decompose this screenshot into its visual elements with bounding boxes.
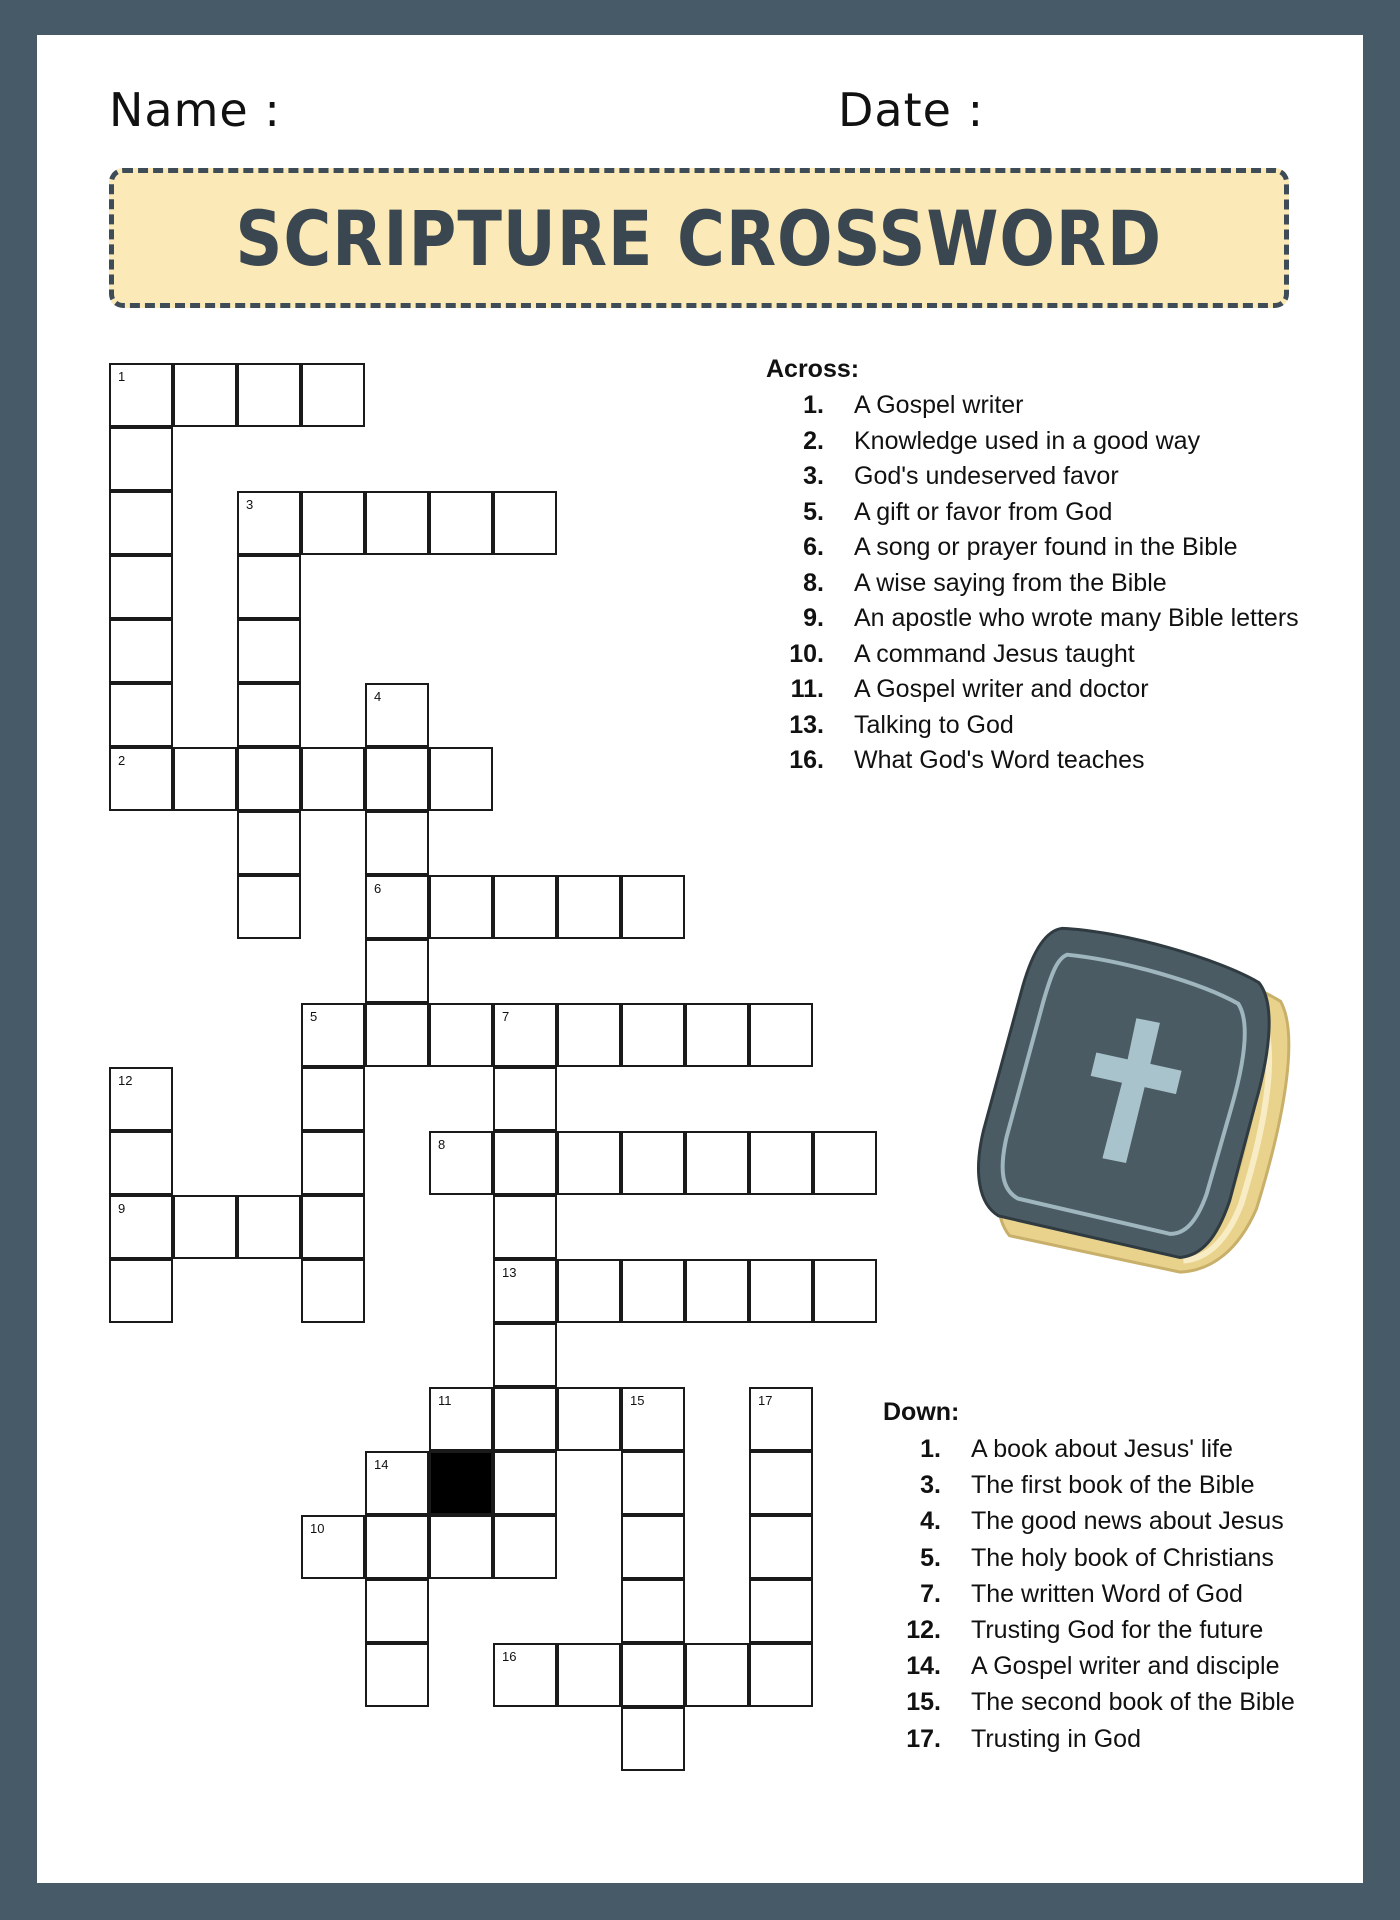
crossword-cell[interactable] — [109, 1259, 173, 1323]
cell-number: 17 — [758, 1393, 773, 1408]
crossword-cell[interactable] — [621, 1643, 685, 1707]
crossword-cell[interactable] — [493, 1387, 557, 1451]
clue-text: The good news about Jesus — [971, 1507, 1284, 1536]
crossword-cell[interactable] — [749, 1579, 813, 1643]
crossword-cell[interactable] — [621, 1707, 685, 1771]
crossword-cell[interactable] — [109, 1195, 173, 1259]
crossword-cell[interactable] — [365, 683, 429, 747]
crossword-cell[interactable] — [813, 1131, 877, 1195]
clue-number: 7. — [920, 1579, 941, 1608]
clue-text: The holy book of Christians — [971, 1543, 1274, 1572]
crossword-cell[interactable] — [557, 1259, 621, 1323]
crossword-cell[interactable] — [621, 1003, 685, 1067]
worksheet — [37, 35, 1363, 1883]
clue-row — [766, 424, 1299, 460]
crossword-cell[interactable] — [109, 683, 173, 747]
crossword-cell[interactable] — [557, 1003, 621, 1067]
crossword-cell[interactable] — [429, 875, 493, 939]
across-clues — [766, 355, 1299, 779]
crossword-cell[interactable] — [621, 1451, 685, 1515]
clue-row — [766, 743, 1299, 779]
clue-text: The first book of the Bible — [971, 1471, 1255, 1500]
crossword-cell[interactable] — [237, 555, 301, 619]
clue-number: 6. — [803, 533, 824, 561]
crossword-cell[interactable] — [493, 1451, 557, 1515]
crossword-cell[interactable] — [301, 747, 365, 811]
down-clues — [883, 1398, 1295, 1757]
crossword-cell[interactable] — [493, 1067, 557, 1131]
crossword-cell[interactable] — [301, 1195, 365, 1259]
clue-number: 4. — [920, 1507, 941, 1536]
crossword-cell[interactable] — [493, 1323, 557, 1387]
crossword-cell[interactable] — [429, 491, 493, 555]
cell-number: 1 — [118, 369, 126, 384]
crossword-cell[interactable] — [493, 491, 557, 555]
clue-text: A song or prayer found in the Bible — [854, 533, 1238, 561]
crossword-cell[interactable] — [493, 1003, 557, 1067]
crossword-cell[interactable] — [237, 491, 301, 555]
crossword-cell[interactable] — [365, 811, 429, 875]
crossword-cell[interactable] — [301, 491, 365, 555]
clue-text: A Gospel writer and disciple — [971, 1652, 1280, 1681]
crossword-cell[interactable] — [365, 875, 429, 939]
clue-row — [883, 1684, 1295, 1720]
clue-number: 17. — [906, 1724, 941, 1753]
crossword-cell[interactable] — [173, 363, 237, 427]
clue-text: The second book of the Bible — [971, 1688, 1295, 1717]
crossword-cell[interactable] — [749, 1515, 813, 1579]
clue-text: A wise saying from the Bible — [854, 568, 1167, 597]
clue-number: 1. — [920, 1435, 941, 1463]
clue-text: A Gospel writer and doctor — [854, 675, 1149, 703]
crossword-cell[interactable] — [429, 747, 493, 811]
cell-number: 6 — [374, 881, 382, 896]
crossword-cell[interactable] — [429, 1131, 493, 1195]
crossword-cell[interactable] — [109, 555, 173, 619]
page-title: SCRIPTURE CROSSWORD — [235, 193, 1163, 283]
crossword-cell[interactable] — [109, 1131, 173, 1195]
clue-text: God's undeserved favor — [854, 462, 1119, 490]
cell-number: 5 — [310, 1009, 318, 1024]
crossword-cell[interactable] — [301, 1515, 365, 1579]
clue-text: Trusting God for the future — [971, 1615, 1264, 1644]
clue-number: 2. — [803, 426, 824, 455]
clue-number: 1. — [803, 391, 824, 419]
clue-row — [883, 1648, 1295, 1684]
clue-row — [883, 1467, 1295, 1503]
clue-number: 10. — [789, 639, 824, 668]
cell-number: 13 — [502, 1265, 517, 1280]
crossword-cell[interactable] — [301, 1131, 365, 1195]
crossword-cell[interactable] — [173, 1195, 237, 1259]
clue-row — [766, 601, 1299, 637]
crossword-cell[interactable] — [749, 1387, 813, 1451]
clue-text: The written Word of God — [971, 1579, 1243, 1608]
clue-number: 13. — [789, 710, 824, 739]
cell-number: 14 — [374, 1457, 389, 1472]
crossword-cell[interactable] — [237, 1195, 301, 1259]
cell-number: 9 — [118, 1201, 126, 1216]
clue-number: 15. — [906, 1688, 941, 1717]
crossword-cell[interactable] — [109, 427, 173, 491]
crossword-cell[interactable] — [621, 875, 685, 939]
crossword-cell[interactable] — [365, 1003, 429, 1067]
crossword-cell[interactable] — [365, 491, 429, 555]
crossword-cell[interactable] — [237, 683, 301, 747]
clue-row — [766, 672, 1299, 708]
crossword-cell[interactable] — [301, 363, 365, 427]
crossword-cell[interactable] — [173, 747, 237, 811]
down-heading: Down: — [883, 1398, 960, 1426]
crossword-cell[interactable] — [493, 1643, 557, 1707]
crossword-cell[interactable] — [429, 1515, 493, 1579]
name-label: Name : — [109, 83, 281, 137]
crossword-cell[interactable] — [621, 1579, 685, 1643]
crossword-cell[interactable] — [749, 1131, 813, 1195]
crossword-cell[interactable] — [493, 1195, 557, 1259]
crossword-cell[interactable] — [685, 1131, 749, 1195]
black-cell — [429, 1451, 493, 1515]
clue-text: A command Jesus taught — [854, 639, 1135, 668]
clue-text: What God's Word teaches — [854, 746, 1145, 774]
clue-row — [766, 459, 1299, 495]
crossword-cell[interactable] — [237, 747, 301, 811]
clue-text: An apostle who wrote many Bible letters — [854, 604, 1299, 632]
crossword-cell[interactable] — [301, 1003, 365, 1067]
clue-text: A book about Jesus' life — [971, 1435, 1233, 1463]
crossword-cell[interactable] — [237, 875, 301, 939]
clue-row — [766, 388, 1299, 424]
cell-number: 11 — [438, 1393, 452, 1408]
crossword-cell[interactable] — [237, 363, 301, 427]
crossword-cell[interactable] — [749, 1003, 813, 1067]
crossword-cell[interactable] — [365, 939, 429, 1003]
crossword-cell[interactable] — [237, 811, 301, 875]
clue-number: 16. — [789, 746, 824, 774]
crossword-cell[interactable] — [621, 1259, 685, 1323]
crossword-cell[interactable] — [685, 1259, 749, 1323]
clue-number: 8. — [803, 568, 824, 597]
clue-text: Trusting in God — [971, 1724, 1141, 1753]
cell-number: 15 — [630, 1393, 645, 1408]
date-label: Date : — [838, 83, 985, 137]
clue-text: Knowledge used in a good way — [854, 426, 1201, 455]
title-banner — [109, 168, 1289, 308]
crossword-cell[interactable] — [749, 1451, 813, 1515]
cell-number: 10 — [310, 1521, 325, 1536]
clue-text: A gift or favor from God — [854, 497, 1113, 526]
crossword-cell[interactable] — [301, 1067, 365, 1131]
crossword-cell[interactable] — [557, 875, 621, 939]
clue-row — [883, 1540, 1295, 1576]
crossword-cell[interactable] — [813, 1259, 877, 1323]
clue-row — [883, 1431, 1295, 1467]
clue-number: 14. — [906, 1652, 941, 1681]
clue-row — [766, 637, 1299, 673]
clue-row — [766, 566, 1299, 602]
crossword-cell[interactable] — [493, 875, 557, 939]
crossword-cell[interactable] — [621, 1515, 685, 1579]
clue-row — [883, 1503, 1295, 1539]
cell-number: 16 — [502, 1649, 517, 1664]
crossword-cell[interactable] — [109, 1067, 173, 1131]
crossword-cell[interactable] — [429, 1003, 493, 1067]
crossword-cell[interactable] — [109, 619, 173, 683]
crossword-cell[interactable] — [493, 1259, 557, 1323]
crossword-cell[interactable] — [685, 1003, 749, 1067]
clue-number: 3. — [920, 1471, 941, 1500]
clue-row — [766, 495, 1299, 531]
crossword-cell[interactable] — [493, 1515, 557, 1579]
crossword-cell[interactable] — [109, 747, 173, 811]
clue-row — [883, 1612, 1295, 1648]
clue-row — [766, 530, 1299, 566]
crossword-cell[interactable] — [365, 1451, 429, 1515]
crossword-cell[interactable] — [493, 1131, 557, 1195]
clue-text: A Gospel writer — [854, 391, 1024, 419]
crossword-cell[interactable] — [429, 1387, 493, 1451]
cell-number: 2 — [118, 753, 126, 768]
crossword-cell[interactable] — [365, 1579, 429, 1643]
cell-number: 8 — [438, 1137, 446, 1152]
clue-row — [883, 1721, 1295, 1757]
clue-number: 12. — [906, 1615, 941, 1644]
cell-number: 7 — [502, 1009, 510, 1024]
crossword-cell[interactable] — [365, 1515, 429, 1579]
crossword-cell[interactable] — [109, 491, 173, 555]
cell-number: 12 — [118, 1073, 133, 1088]
crossword-cell[interactable] — [685, 1643, 749, 1707]
bible-book-icon — [927, 870, 1337, 1320]
crossword-cell[interactable] — [621, 1387, 685, 1451]
clue-number: 5. — [803, 497, 824, 526]
across-heading: Across: — [766, 355, 860, 383]
crossword-cell[interactable] — [365, 747, 429, 811]
crossword-cell[interactable] — [557, 1131, 621, 1195]
crossword-cell[interactable] — [557, 1643, 621, 1707]
clue-number: 11. — [790, 675, 824, 703]
cell-number: 3 — [246, 497, 254, 512]
clue-row — [883, 1576, 1295, 1612]
clue-number: 5. — [920, 1543, 941, 1572]
crossword-cell[interactable] — [365, 1643, 429, 1707]
clue-row — [766, 708, 1299, 744]
clue-text: Talking to God — [854, 710, 1014, 739]
crossword-cell[interactable] — [621, 1131, 685, 1195]
crossword-cell[interactable] — [749, 1643, 813, 1707]
clue-number: 3. — [803, 462, 824, 490]
crossword-cell[interactable] — [749, 1259, 813, 1323]
crossword-cell[interactable] — [237, 619, 301, 683]
crossword-cell[interactable] — [557, 1387, 621, 1451]
crossword-cell[interactable] — [109, 363, 173, 427]
cell-number: 4 — [374, 689, 382, 704]
clue-number: 9. — [803, 604, 824, 632]
crossword-cell[interactable] — [301, 1259, 365, 1323]
